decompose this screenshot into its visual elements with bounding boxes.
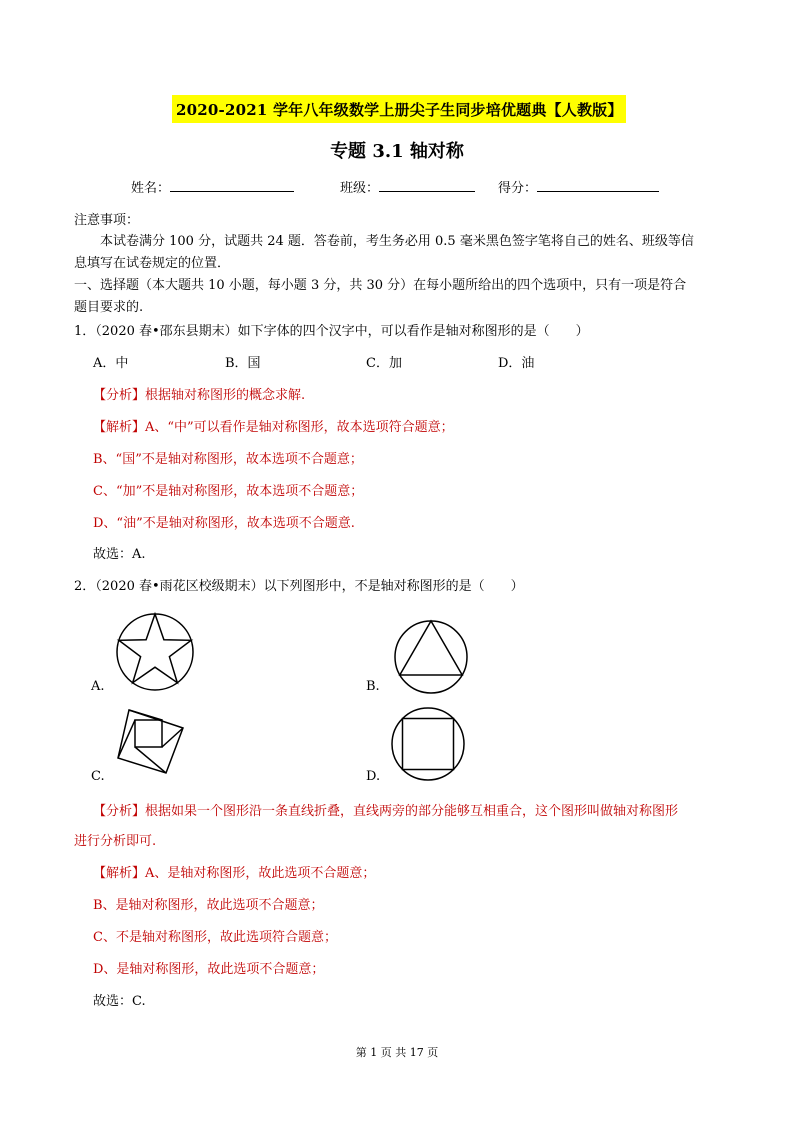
q2-analysis-line1: 【分析】根据如果一个图形沿一条直线折叠，直线两旁的部分能够互相重合，这个图形叫做轴对称图形 bbox=[93, 804, 679, 819]
figure-b-triangle-in-circle bbox=[393, 619, 469, 695]
notice-line1: 本试卷满分 100 分，试题共 24 题．答卷前，考生务必用 0.5 毫米黑色签字笔将自己的姓名、班级等信 bbox=[100, 234, 694, 249]
q1-option-d: D．油 bbox=[498, 356, 535, 371]
q1-option-c: C．加 bbox=[366, 356, 402, 371]
class-field bbox=[340, 177, 475, 196]
figure-d-square-in-circle bbox=[390, 706, 466, 782]
q2-solution-d: D、是轴对称图形，故此选项不合题意； bbox=[93, 962, 325, 977]
q2-label-c: C. bbox=[91, 769, 105, 784]
class-blank bbox=[379, 179, 475, 192]
section1-line1: 一、选择题（本大题共 10 小题，每小题 3 分，共 30 分）在每小题所给出的四个选项中，只有一项是符合 bbox=[74, 278, 687, 293]
q1-solution-c: C、“加”不是轴对称图形，故本选项不合题意； bbox=[93, 484, 364, 499]
q1-answer: 故选：A. bbox=[93, 547, 146, 562]
section1-line2: 题目要求的. bbox=[74, 300, 144, 315]
score-blank bbox=[537, 179, 659, 192]
q2-solution-b: B、是轴对称图形，故此选项不合题意； bbox=[93, 898, 324, 913]
q1-stem: 1．（2020 春•邵东县期末）如下字体的四个汉字中，可以看作是轴对称图形的是（ ） bbox=[74, 324, 589, 339]
notice-line2: 息填写在试卷规定的位置． bbox=[74, 256, 231, 271]
q1-analysis: 【分析】根据轴对称图形的概念求解. bbox=[93, 388, 306, 403]
q2-solution-c: C、不是轴对称图形，故此选项符合题意； bbox=[93, 930, 337, 945]
q1-solution-d: D、“油”不是轴对称图形，故本选项不合题意. bbox=[93, 516, 355, 531]
q2-solution-a: 【解析】A、是轴对称图形，故此选项不合题意； bbox=[93, 866, 376, 881]
name-field bbox=[131, 177, 294, 196]
q2-label-b: B. bbox=[366, 679, 380, 694]
class-label: 班级： bbox=[340, 181, 380, 196]
name-label: 姓名： bbox=[131, 181, 171, 196]
page-title: 专题 3.1 轴对称 bbox=[330, 141, 464, 162]
page-footer: 第 1 页 共 17 页 bbox=[355, 1046, 439, 1059]
score-label: 得分： bbox=[498, 181, 538, 196]
q1-option-b: B．国 bbox=[225, 356, 261, 371]
notice-heading: 注意事项： bbox=[74, 213, 140, 228]
q2-answer: 故选：C. bbox=[93, 994, 146, 1009]
q2-stem: 2．（2020 春•雨花区校级期末）以下列图形中，不是轴对称图形的是（ ） bbox=[74, 579, 524, 594]
q1-solution-b: B、“国”不是轴对称图形，故本选项不合题意； bbox=[93, 452, 363, 467]
q2-analysis-line2: 进行分析即可. bbox=[74, 834, 157, 849]
score-field bbox=[498, 177, 659, 196]
q2-label-d: D. bbox=[366, 769, 381, 784]
q1-option-a: A．中 bbox=[93, 356, 129, 371]
figure-c-nested-squares bbox=[115, 706, 187, 778]
name-blank bbox=[170, 179, 294, 192]
q2-label-a: A. bbox=[91, 679, 105, 694]
q1-solution-a: 【解析】A、“中”可以看作是轴对称图形，故本选项符合题意； bbox=[93, 420, 454, 435]
header-banner: 2020-2021 学年八年级数学上册尖子生同步培优题典【人教版】 bbox=[176, 101, 623, 119]
figure-a-star-in-circle bbox=[114, 611, 196, 693]
